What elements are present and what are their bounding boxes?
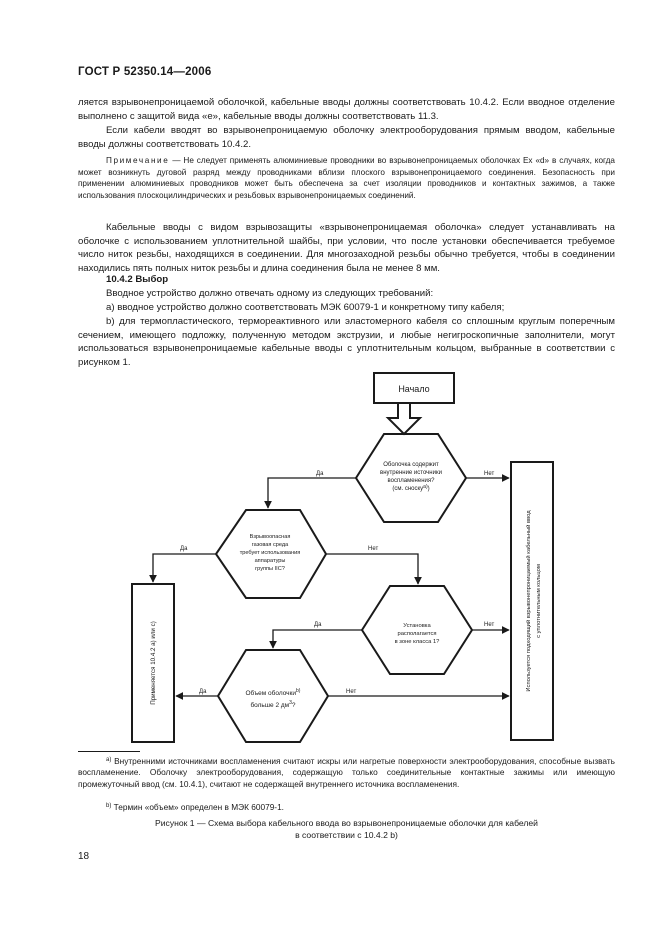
footnote-a-text: Внутренними источниками воспламенения считают искры или нагретые поверхности электрооборудования, способные вызвать воспламенение. Оболочку электрооборудования, содержащую только соединительные контактные зажимы или имеющую промежуточный ввод (см. 10.4.1), считают не содержащей внутреннего источника воспламенения. bbox=[78, 756, 615, 789]
label-d2-yes: Да bbox=[180, 546, 188, 552]
document-header: ГОСТ Р 52350.14—2006 bbox=[78, 66, 212, 78]
footnote-b-text: Термин «объем» определен в МЭК 60079-1. bbox=[111, 802, 284, 812]
d1-line-3: воспламенения? bbox=[387, 478, 435, 484]
d1-line-2: внутренние источники bbox=[380, 470, 442, 476]
footnote-b bbox=[106, 801, 615, 813]
d2-line-2: газовая среда bbox=[251, 542, 289, 548]
figure-caption-line-1: Рисунок 1 — Схема выбора кабельного ввода во взрывонепроницаемые оболочки для кабелей bbox=[155, 818, 538, 828]
use-cable-gland-box bbox=[511, 462, 553, 740]
note-label: Примечание bbox=[106, 156, 170, 165]
label-d4-yes: Да bbox=[199, 689, 207, 695]
label-d2-no: Нет bbox=[368, 546, 379, 552]
label-d3-yes: Да bbox=[314, 622, 322, 628]
note-text: — Не следует применять алюминиевые проводники во взрывонепроницаемых оболочках Ex «d» в случаях, когда может возникнуть дуговой разряд между проводниками вблизи плоского взрывонепроницаемого соединения. Безопасность при применении алюминиевых проводников может быть обеспечена за счет изоляции проводников и контактных зажимов, а также использования плоскоцилиндрических и резьбовых взрывонепроницаемых соединений. bbox=[78, 156, 615, 200]
paragraph-2: Если кабели вводят во взрывонепроницаемую оболочку электрооборудования прямым вводом, кабельные вводы должны соответствовать 10.4.2. bbox=[78, 125, 615, 150]
start-arrow bbox=[388, 403, 420, 434]
label-d1-yes: Да bbox=[316, 471, 324, 477]
d3-line-3: в зоне класса 1? bbox=[394, 639, 440, 645]
d4-tail: ? bbox=[291, 702, 296, 709]
footnote-a bbox=[78, 755, 615, 790]
start-label: Начало bbox=[398, 384, 430, 394]
d4-footnote-mark: b) bbox=[296, 688, 301, 694]
d4-exponent: 3 bbox=[289, 700, 292, 706]
d4-line-2-text: больше 2 дм bbox=[250, 702, 290, 709]
label-d4-no: Нет bbox=[346, 689, 357, 695]
decision-zone-1 bbox=[362, 586, 472, 674]
footnote-separator bbox=[78, 751, 140, 752]
d2-line-1: Взрывоопасная bbox=[249, 534, 291, 540]
paragraph-4: Вводное устройство должно отвечать одному из следующих требований: bbox=[106, 288, 434, 299]
paragraph-3: Кабельные вводы с видом взрывозащиты «взрывонепроницаемая оболочка» следует устанавливать на оболочке с использованием уплотнительной шайбы, при условии, что после установки обеспечивается требуемое число ниток резьбы, находящихся в соединении. Для многозаходной резьбы обычно требуется, чтобы в соединении находились пять полных ниток резьбы и длина соединения была не менее 8 мм. bbox=[78, 222, 615, 274]
page-number: 18 bbox=[78, 851, 90, 862]
d1-line-1: Оболочка содержит bbox=[383, 462, 439, 468]
d1-line-4 bbox=[392, 484, 429, 492]
d1-line-4-text: (см. сноску bbox=[392, 486, 424, 492]
paragraph-1: ляется взрывонепроницаемой оболочкой, кабельные вводы должны соответствовать 10.4.2. Если вводное отделение выполнено с защитой вида «е», кабельные вводы должны соответствовать 11.3. bbox=[78, 97, 615, 122]
right-box-label-1: Используется подходящий взрывонепроницаемый кабельный ввод bbox=[526, 510, 532, 692]
label-d1-no: Нет bbox=[484, 471, 495, 477]
list-item-b: b) для термопластического, термореактивного или эластомерного кабеля со сплошным круглым поперечным сечением, имеющего подложку, полученную методом экструзии, и любые негигроскопичные заполнители, могут использоваться взрывонепроницаемые кабельные вводы с уплотнительным кольцом, выбранные в соответствии с рисунком 1. bbox=[78, 316, 615, 368]
d3-line-1: Установка bbox=[403, 623, 431, 629]
d4-line-2 bbox=[250, 700, 295, 709]
label-d3-no: Нет bbox=[484, 622, 495, 628]
arrow-d3-yes bbox=[273, 630, 362, 648]
list-item-a: а) вводное устройство должно соответствовать МЭК 60079-1 и конкретному типу кабеля; bbox=[106, 302, 505, 313]
figure-caption bbox=[78, 817, 615, 841]
section-heading: 10.4.2 Выбор bbox=[106, 274, 169, 285]
footnote-a-mark: а) bbox=[106, 757, 112, 763]
d2-line-3: требует использования bbox=[239, 550, 301, 556]
d2-line-4: аппаратуры bbox=[254, 558, 286, 564]
footnote-b-mark: b) bbox=[106, 803, 112, 809]
arrow-d2-no bbox=[326, 554, 418, 584]
arrow-d2-yes bbox=[153, 554, 216, 582]
d1-tail: ) bbox=[427, 486, 430, 492]
right-box-label-2: с уплотнительным кольцом bbox=[536, 564, 542, 638]
d1-footnote-mark: а) bbox=[423, 484, 428, 490]
arrow-d1-yes bbox=[268, 478, 356, 508]
figure-caption-line-2: в соответствии с 10.4.2 b) bbox=[295, 830, 398, 840]
d4-line-1-text: Объем оболочки bbox=[245, 690, 297, 697]
left-box-label: Применяется 10.4.2 а) или c) bbox=[150, 621, 157, 705]
d3-line-2: располагается bbox=[397, 631, 437, 637]
d4-line-1 bbox=[246, 688, 301, 697]
d2-line-5: группы IIC? bbox=[255, 566, 285, 572]
